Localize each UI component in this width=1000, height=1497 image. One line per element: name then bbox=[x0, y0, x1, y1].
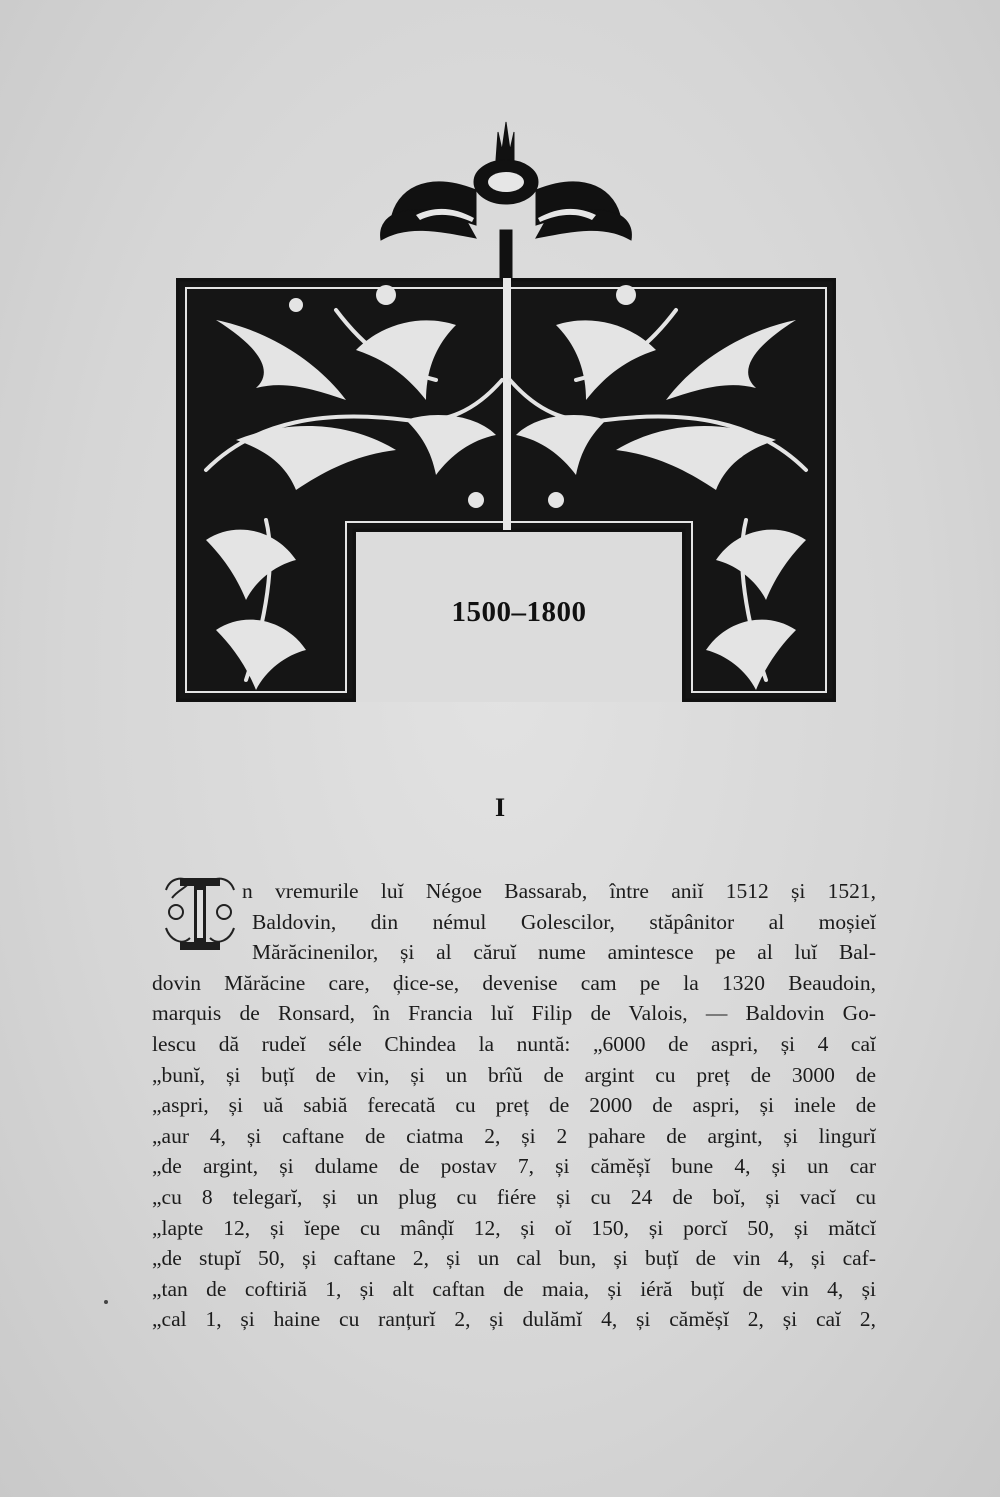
text-line: „aur 4, și caftane de ciatma 2, și 2 pahare de argint, și lingurĭ bbox=[152, 1123, 876, 1148]
chapter-number: I bbox=[494, 793, 506, 822]
text-line: „lapte 12, și ĭepe cu mânḑĭ 12, și oĭ 150, și porcĭ 50, și mătcĭ bbox=[152, 1215, 876, 1240]
ink-speck bbox=[104, 1300, 108, 1304]
text-line: „aspri, și uă sabiă ferecată cu preț de 2000 de aspri, și inele de bbox=[152, 1093, 876, 1118]
body-text bbox=[152, 876, 876, 1335]
text-line: „de argint, și dulame de postav 7, și cămĕșĭ bune 4, și un car bbox=[152, 1154, 876, 1179]
text-line: „tan de coftiriă 1, și alt caftan de maia, și iéră buțĭ de vin 4, și bbox=[152, 1276, 876, 1301]
text-line: „cu 8 telegarĭ, și un plug cu fiére și cu 24 de boĭ, și vacĭ cu bbox=[152, 1184, 876, 1209]
text-line: Mărăcinenilor, și al căruĭ nume amintesce pe al luĭ Bal- bbox=[252, 940, 876, 965]
text-line: „de stupĭ 50, și caftane 2, și un cal bun, și buțĭ de vin 4, și caf- bbox=[152, 1246, 876, 1271]
period-range-label: 1500–1800 bbox=[451, 596, 587, 628]
text-line: lescu dă rudeĭ séle Chindea la nuntă: „6000 de aspri, și 4 caĭ bbox=[152, 1031, 876, 1056]
text-line: Baldovin, din némul Golescilor, stăpânitor al moșieĭ bbox=[252, 909, 876, 934]
text-line: „cal 1, și haine cu ranțurĭ 2, și dulămĭ 4, și cămĕșĭ 2, și caĭ 2, bbox=[152, 1307, 876, 1332]
text-line: n vremurile luĭ Négoe Bassarab, între aniĭ 1512 și 1521, bbox=[242, 879, 876, 903]
text-line: dovin Mărăcine care, ḑice-se, devenise cam pe la 1320 Beaudoin, bbox=[152, 970, 876, 995]
text-line: „bunĭ, și buțĭ de vin, și un brîŭ de argint cu preț de 3000 de bbox=[152, 1062, 876, 1087]
text-line: marquis de Ronsard, în Francia luĭ Filip de Valois, — Baldovin Go- bbox=[152, 1001, 876, 1026]
